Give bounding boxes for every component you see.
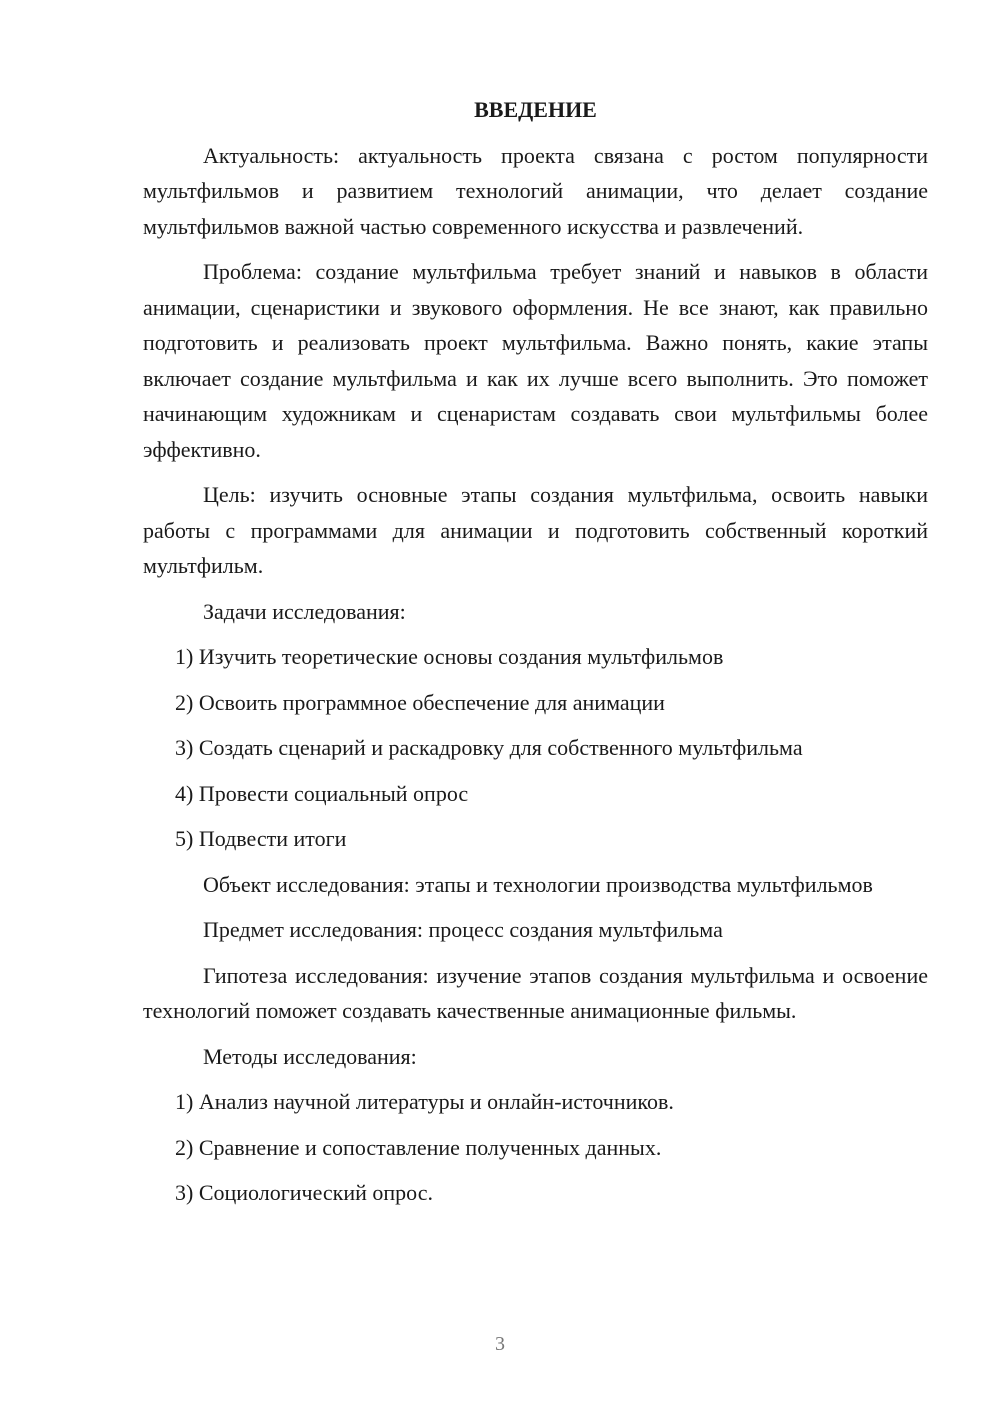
paragraph-object: Объект исследования: этапы и технологии производства мультфильмов [203, 871, 873, 897]
paragraph-problem: Проблема: создание мультфильма требует знаний и навыков в области анимации, сценаристики и звукового оформления. Не все знают, как правильно подготовить и реализовать проект мультфильма. Важно понять, какие этапы включает создание мультфильма и как их лучше всего выполнить. Это поможет начинающим художникам и сценаристам создавать свои мультфильмы более эффективно. [143, 259, 928, 462]
paragraph-hypothesis: Гипотеза исследования: изучение этапов создания мультфильма и освоение технологий поможет создавать качественные анимационные фильмы. [143, 962, 928, 1023]
tasks-label: Задачи исследования: [203, 598, 406, 624]
paragraph-subject: Предмет исследования: процесс создания мультфильма [203, 917, 723, 942]
task-item-4: 4) Провести социальный опрос [175, 780, 469, 806]
method-item-3: 3) Социологический опрос. [175, 1180, 433, 1205]
task-item-5: 5) Подвести итоги [175, 826, 347, 851]
methods-label: Методы исследования: [203, 1043, 417, 1069]
task-item-2: 2) Освоить программное обеспечение для анимации [175, 689, 665, 715]
task-item-1: 1) Изучить теоретические основы создания мультфильмов [175, 644, 724, 669]
document-page [143, 92, 928, 1221]
paragraph-goal: Цель: изучить основные этапы создания мультфильма, освоить навыки работы с программами для анимации и подготовить собственный короткий мультфильм. [143, 482, 928, 578]
task-item-3: 3) Создать сценарий и раскадровку для собственного мультфильма [175, 735, 803, 760]
paragraph-relevance: Актуальность: актуальность проекта связана с ростом популярности мультфильмов и развитием технологий анимации, что делает создание мультфильмов важной частью современного искусства и развлечений. [143, 142, 928, 239]
section-title: ВВЕДЕНИЕ [474, 97, 597, 122]
method-item-2: 2) Сравнение и сопоставление полученных данных. [175, 1134, 662, 1160]
page-number: 3 [495, 1333, 505, 1355]
method-item-1: 1) Анализ научной литературы и онлайн-источников. [175, 1089, 674, 1114]
